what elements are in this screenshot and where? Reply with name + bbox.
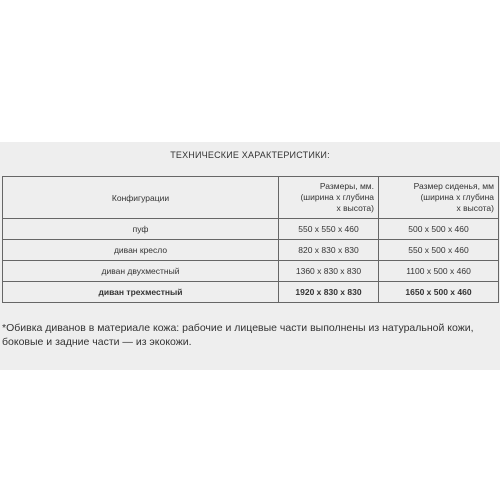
cell-config: диван кресло <box>3 240 279 261</box>
table-header-row <box>3 177 499 219</box>
cell-config: диван двухместный <box>3 261 279 282</box>
cell-dimensions: 1920 х 830 х 830 <box>279 282 379 303</box>
specs-table <box>2 176 499 303</box>
cell-dimensions: 550 х 550 х 460 <box>279 219 379 240</box>
table-row <box>3 240 499 261</box>
cell-config: диван трехместный <box>3 282 279 303</box>
cell-seat-size: 500 х 500 х 460 <box>379 219 499 240</box>
cell-dimensions: 820 х 830 х 830 <box>279 240 379 261</box>
cell-seat-size: 1650 х 500 х 460 <box>379 282 499 303</box>
cell-seat-size: 1100 х 500 х 460 <box>379 261 499 282</box>
header-seat-line: Размер сиденья, мм <box>413 181 494 191</box>
cell-seat-size: 550 х 500 х 460 <box>379 240 499 261</box>
specs-title: ТЕХНИЧЕСКИЕ ХАРАКТЕРИСТИКИ: <box>170 150 330 160</box>
table-row <box>3 219 499 240</box>
cell-dimensions: 1360 х 830 х 830 <box>279 261 379 282</box>
cell-config: пуф <box>3 219 279 240</box>
header-seat-line: х высота) <box>456 203 494 213</box>
header-config: Конфигурации <box>3 177 279 219</box>
header-seat-line: (ширина х глубина <box>420 192 494 202</box>
header-dimensions-line: Размеры, мм. <box>319 181 374 191</box>
header-dimensions-line: х высота) <box>336 203 374 213</box>
header-dimensions-line: (ширина х глубина <box>300 192 374 202</box>
upholstery-note: *Обивка диванов в материале кожа: рабочие и лицевые части выполнены из натуральной кожи, боковые и задние части — из экокожи. <box>2 322 474 348</box>
header-dimensions <box>279 177 379 219</box>
table-row <box>3 282 499 303</box>
table-row <box>3 261 499 282</box>
header-seat-size <box>379 177 499 219</box>
